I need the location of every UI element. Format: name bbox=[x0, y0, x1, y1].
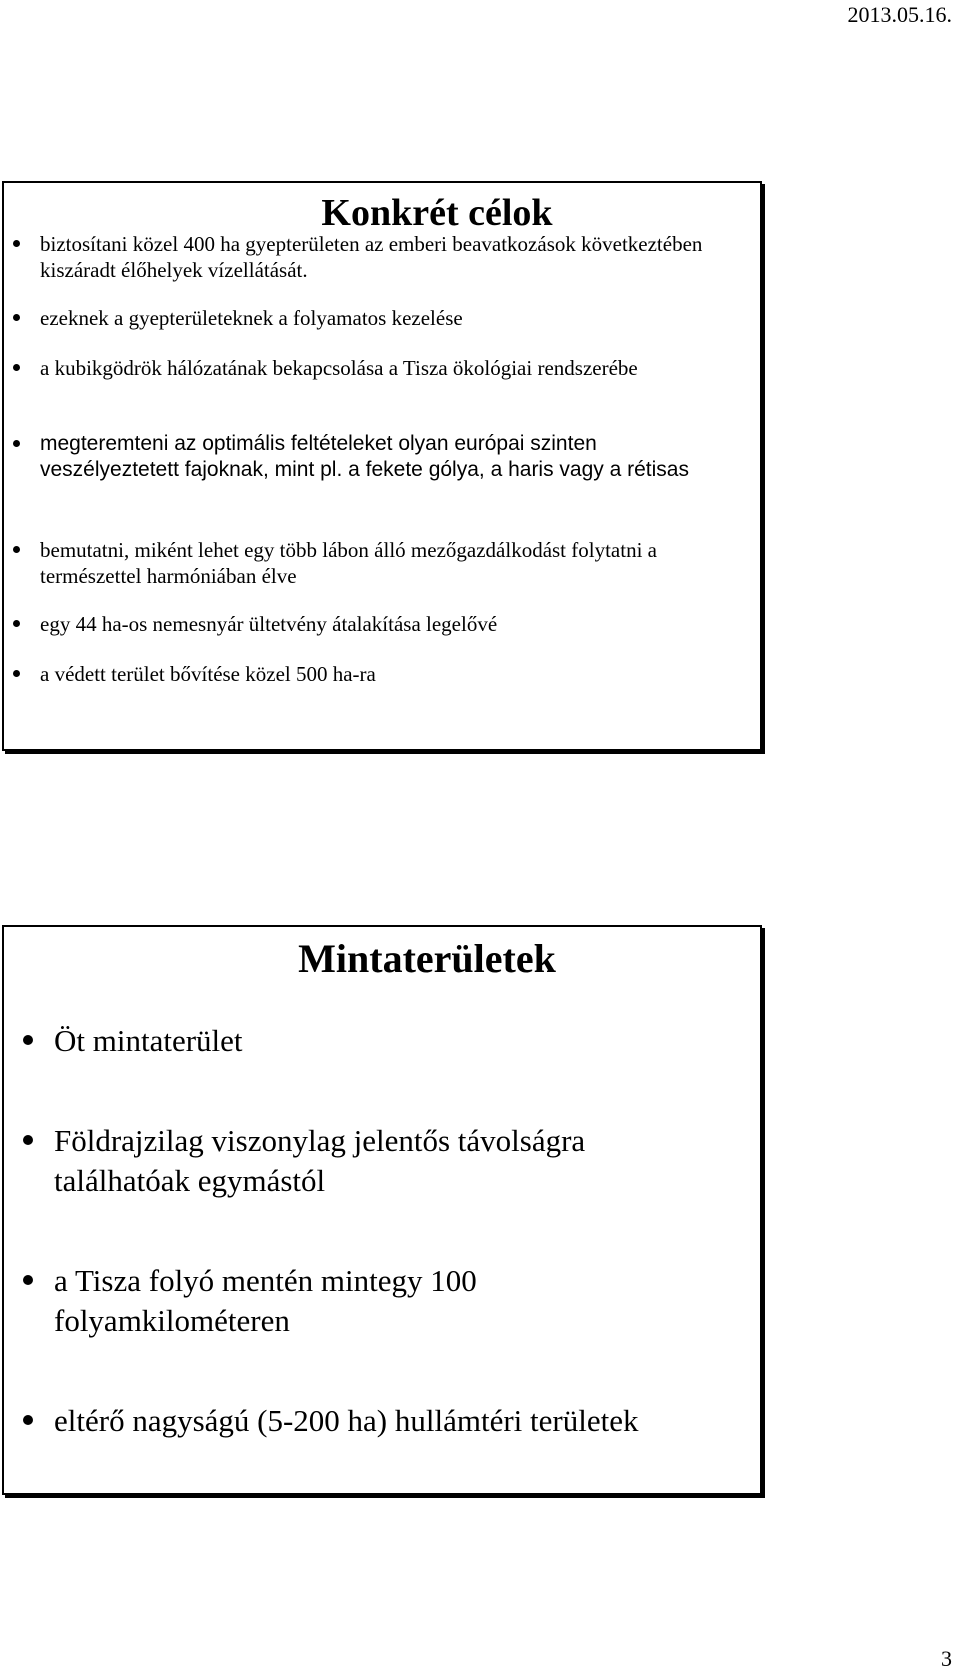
date-stamp: 2013.05.16. bbox=[847, 2, 952, 27]
page-number: 3 bbox=[941, 1646, 952, 1671]
list-item bbox=[54, 1021, 720, 1061]
list-item bbox=[40, 231, 732, 283]
list-item bbox=[40, 611, 732, 637]
list-item-text: a védett terület bővítése közel 500 ha-ra bbox=[40, 662, 376, 686]
bullet-icon bbox=[23, 1135, 33, 1145]
bullet-icon bbox=[13, 240, 20, 247]
list-item bbox=[54, 1401, 720, 1441]
bullet-icon bbox=[13, 364, 20, 371]
list-item-text: egy 44 ha-os nemesnyár ültetvény átalakítása legelővé bbox=[40, 612, 498, 636]
list-item bbox=[54, 1261, 720, 1341]
list-item bbox=[40, 305, 732, 331]
bullet-icon bbox=[13, 440, 20, 447]
bullet-icon bbox=[23, 1415, 33, 1425]
bullet-icon bbox=[13, 314, 20, 321]
bullet-icon bbox=[13, 620, 20, 627]
slide-konkret-celok bbox=[2, 181, 762, 751]
slide-title: Mintaterületek bbox=[298, 936, 556, 981]
list-item-text: a Tisza folyó mentén mintegy 100 folyamkilométeren bbox=[54, 1263, 477, 1338]
list-item-text: biztosítani közel 400 ha gyepterületen az emberi beavatkozások következtében kiszáradt élőhelyek vízellátását. bbox=[40, 232, 703, 282]
bullet-icon bbox=[13, 546, 20, 553]
bullet-icon bbox=[23, 1275, 33, 1285]
bullet-icon bbox=[23, 1035, 33, 1045]
list-item bbox=[54, 1121, 720, 1201]
slide-mintateruletek bbox=[2, 925, 762, 1495]
list-item-text: bemutatni, miként lehet egy több lábon álló mezőgazdálkodást folytatni a természettel harmóniában élve bbox=[40, 538, 657, 588]
list-item-text: ezeknek a gyepterületeknek a folyamatos kezelése bbox=[40, 306, 463, 330]
list-item bbox=[40, 431, 732, 483]
list-item-text: Öt mintaterület bbox=[54, 1023, 243, 1058]
list-item bbox=[40, 661, 732, 687]
list-item bbox=[40, 537, 732, 589]
list-item-text: Földrajzilag viszonylag jelentős távolságra találhatóak egymástól bbox=[54, 1123, 586, 1198]
list-item-text: eltérő nagyságú (5-200 ha) hullámtéri területek bbox=[54, 1403, 639, 1438]
list-item-text: a kubikgödrök hálózatának bekapcsolása a Tisza ökológiai rendszerébe bbox=[40, 356, 638, 380]
list-item-text: megteremteni az optimális feltételeket olyan európai szinten veszélyeztetett fajoknak, mint pl. a fekete gólya, a haris vagy a rétisas bbox=[40, 432, 689, 481]
bullet-icon bbox=[13, 670, 20, 677]
list-item bbox=[40, 355, 732, 381]
slide-title: Konkrét célok bbox=[321, 192, 553, 234]
